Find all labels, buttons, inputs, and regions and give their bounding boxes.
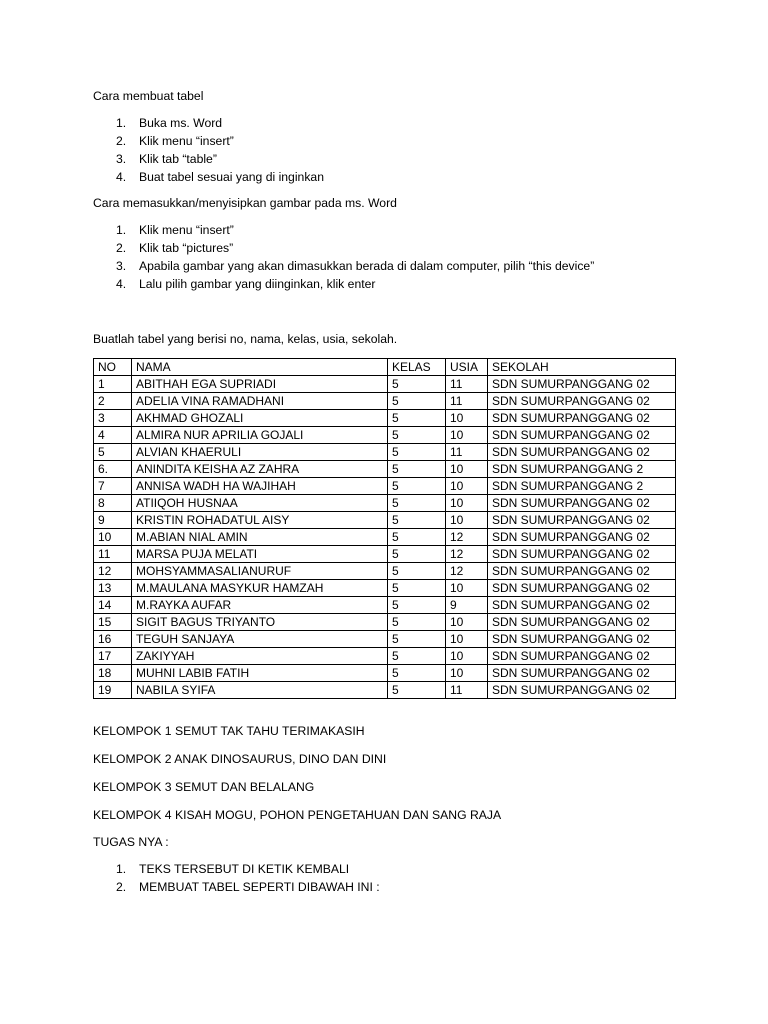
- cell-nama: M.ABIAN NIAL AMIN: [132, 529, 388, 546]
- cell-nama: NABILA SYIFA: [132, 682, 388, 699]
- table-row: [94, 614, 676, 631]
- cell-kelas: 5: [388, 410, 446, 427]
- cell-kelas: 5: [388, 529, 446, 546]
- table-row: [94, 461, 676, 478]
- cell-no: 4: [94, 427, 132, 444]
- table-row: [94, 597, 676, 614]
- cell-no: 3: [94, 410, 132, 427]
- group-4: KELOMPOK 4 KISAH MOGU, POHON PENGETAHUAN DAN SANG RAJA: [93, 808, 502, 822]
- cell-no: 19: [94, 682, 132, 699]
- cell-no: 14: [94, 597, 132, 614]
- cell-usia: 11: [446, 393, 488, 410]
- cell-sekolah: SDN SUMURPANGGANG 2: [488, 461, 676, 478]
- cell-usia: 11: [446, 444, 488, 461]
- cell-kelas: 5: [388, 597, 446, 614]
- cell-nama: TEGUH SANJAYA: [132, 631, 388, 648]
- column-header-sekolah: SEKOLAH: [488, 359, 676, 376]
- cell-kelas: 5: [388, 376, 446, 393]
- cell-usia: 12: [446, 546, 488, 563]
- cell-kelas: 5: [388, 648, 446, 665]
- cell-no: 10: [94, 529, 132, 546]
- document-page: Cara membuat tabel 1. Buka ms. Word 2. Klik menu “insert” 3. Klik tab “table” 4. Buat tabel sesuai yang di inginkan Cara memasukkan/menyisipkan gambar pada ms. Word 1. Klik menu “insert” 2. Klik tab “pictures” 3. Apabila gambar yang akan dimasukkan berada di dalam computer, pilih “this device” 4. Lalu pilih gambar yang diinginkan, klik enter Buatlah tabel yang berisi no, nama, kelas, usia, sekolah. NO NAMA KELAS USIA SEKOLAH 1 ABITHAH EGA SUPRIADI 5 11 SDN SUMURPANGGANG 02 2 ADELIA VINA RAMADHANI 5 11 SDN SUMURPANGGANG 02 3 AKHMAD GHOZALI 5 10 SDN SUMURPANGGANG 02 4 ALMIRA NUR APRILIA GOJALI 5 10 SDN SUMURPANGGANG 02 5 ALVIAN KHAERULI 5 11 SDN SUMURPANGGANG 02 6. ANINDITA KEISHA AZ ZAHRA 5 10 SDN SUMURPANGGANG 2 7 ANNISA WADH HA WAJIHAH 5 10 SDN SUMURPANGGANG 2 8 ATIIQOH HUSNAA 5 10 SDN SUMURPANGGANG 02 9 KRISTIN ROHADATUL AISY 5 10 SDN SUMURPANGGANG 02 10 M.ABIAN NIAL AMIN 5 12 SDN SUMURPANGGANG 02 11 MARSA PUJA MELATI 5 12 SDN SUMURPANGGANG 02 12 MOHSYAMMASALIANURUF 5 12 SDN SUMURPANGGANG 02 13 M.MAULANA MASYKUR HAMZAH 5 10 SDN SUMURPANGGANG 02 14 M.RAYKA AUFAR 5 9 SDN SUMURPANGGANG 02 15 SIGIT BAGUS TRIYANTO 5 10 SDN SUMURPANGGANG 02 16 TEGUH SANJAYA 5 10 SDN SUMURPANGGANG 02 17 ZAKIYYAH 5 10 SDN SUMURPANGGANG 02 18 MUHNI LABIB FATIH 5 10 SDN SUMURPANGGANG 02 19 NABILA SYIFA 5 11 SDN SUMURPANGGANG 02 KELOMPOK 1 SEMUT TAK TAHU TERIMAKASIH KELOMPOK 2 ANAK DINOSAURUS, DINO DAN DINI KELOMPOK 3 SEMUT DAN BELALANG KELOMPOK 4 KISAH MOGU, POHON PENGETAHUAN DAN SANG RAJA TUGAS NYA : 1. TEKS TERSEBUT DI KETIK KEMBALI 2. MEMBUAT TABEL SEPERTI DIBAWAH INI :: [0, 0, 768, 1024]
- cell-sekolah: SDN SUMURPANGGANG 02: [488, 529, 676, 546]
- table-row: [94, 393, 676, 410]
- cell-no: 16: [94, 631, 132, 648]
- cell-sekolah: SDN SUMURPANGGANG 02: [488, 393, 676, 410]
- cell-no: 11: [94, 546, 132, 563]
- cell-kelas: 5: [388, 580, 446, 597]
- table-row: [94, 682, 676, 699]
- table-row: [94, 631, 676, 648]
- column-header-nama: NAMA: [132, 359, 388, 376]
- cell-usia: 10: [446, 461, 488, 478]
- cell-kelas: 5: [388, 512, 446, 529]
- cell-usia: 11: [446, 376, 488, 393]
- table-row: [94, 529, 676, 546]
- table-row: [94, 563, 676, 580]
- table-row: [94, 444, 676, 461]
- cell-kelas: 5: [388, 614, 446, 631]
- cell-sekolah: SDN SUMURPANGGANG 02: [488, 512, 676, 529]
- group-1: KELOMPOK 1 SEMUT TAK TAHU TERIMAKASIH: [93, 724, 365, 738]
- cell-usia: 10: [446, 580, 488, 597]
- group-3: KELOMPOK 3 SEMUT DAN BELALANG: [93, 780, 315, 794]
- cell-kelas: 5: [388, 665, 446, 682]
- cell-usia: 10: [446, 665, 488, 682]
- cell-usia: 10: [446, 410, 488, 427]
- cell-nama: AKHMAD GHOZALI: [132, 410, 388, 427]
- cell-sekolah: SDN SUMURPANGGANG 02: [488, 682, 676, 699]
- table-row: [94, 478, 676, 495]
- cell-usia: 10: [446, 512, 488, 529]
- cell-usia: 10: [446, 427, 488, 444]
- cell-no: 15: [94, 614, 132, 631]
- cell-usia: 10: [446, 495, 488, 512]
- cell-nama: ALVIAN KHAERULI: [132, 444, 388, 461]
- cell-no: 9: [94, 512, 132, 529]
- cell-usia: 10: [446, 631, 488, 648]
- column-header-usia: USIA: [446, 359, 488, 376]
- cell-kelas: 5: [388, 444, 446, 461]
- cell-nama: ATIIQOH HUSNAA: [132, 495, 388, 512]
- cell-kelas: 5: [388, 631, 446, 648]
- table-row: [94, 546, 676, 563]
- table-row: [94, 648, 676, 665]
- cell-no: 13: [94, 580, 132, 597]
- cell-nama: M.RAYKA AUFAR: [132, 597, 388, 614]
- group-2: KELOMPOK 2 ANAK DINOSAURUS, DINO DAN DINI: [93, 752, 387, 766]
- table-row: [94, 410, 676, 427]
- cell-no: 18: [94, 665, 132, 682]
- column-header-no: NO: [94, 359, 132, 376]
- cell-sekolah: SDN SUMURPANGGANG 02: [488, 495, 676, 512]
- cell-usia: 12: [446, 529, 488, 546]
- cell-usia: 10: [446, 614, 488, 631]
- cell-kelas: 5: [388, 427, 446, 444]
- cell-sekolah: SDN SUMURPANGGANG 02: [488, 376, 676, 393]
- student-table: [93, 358, 676, 699]
- cell-kelas: 5: [388, 478, 446, 495]
- cell-kelas: 5: [388, 563, 446, 580]
- table-intro: Buatlah tabel yang berisi no, nama, kelas, usia, sekolah.: [93, 332, 398, 346]
- cell-no: 7: [94, 478, 132, 495]
- cell-nama: ZAKIYYAH: [132, 648, 388, 665]
- cell-no: 1: [94, 376, 132, 393]
- cell-kelas: 5: [388, 546, 446, 563]
- cell-nama: ANINDITA KEISHA AZ ZAHRA: [132, 461, 388, 478]
- cell-usia: 10: [446, 478, 488, 495]
- table-row: [94, 376, 676, 393]
- cell-sekolah: SDN SUMURPANGGANG 02: [488, 444, 676, 461]
- table-row: [94, 512, 676, 529]
- cell-sekolah: SDN SUMURPANGGANG 2: [488, 478, 676, 495]
- cell-no: 5: [94, 444, 132, 461]
- cell-no: 6.: [94, 461, 132, 478]
- cell-no: 12: [94, 563, 132, 580]
- cell-sekolah: SDN SUMURPANGGANG 02: [488, 597, 676, 614]
- cell-sekolah: SDN SUMURPANGGANG 02: [488, 648, 676, 665]
- cell-nama: ABITHAH EGA SUPRIADI: [132, 376, 388, 393]
- cell-sekolah: SDN SUMURPANGGANG 02: [488, 631, 676, 648]
- cell-usia: 10: [446, 648, 488, 665]
- cell-nama: MOHSYAMMASALIANURUF: [132, 563, 388, 580]
- cell-kelas: 5: [388, 393, 446, 410]
- section1-heading: Cara membuat tabel: [93, 89, 204, 103]
- section2-heading: Cara memasukkan/menyisipkan gambar pada ms. Word: [93, 196, 397, 210]
- table-header-row: [94, 359, 676, 376]
- cell-kelas: 5: [388, 461, 446, 478]
- cell-usia: 11: [446, 682, 488, 699]
- cell-nama: SIGIT BAGUS TRIYANTO: [132, 614, 388, 631]
- cell-nama: MUHNI LABIB FATIH: [132, 665, 388, 682]
- cell-sekolah: SDN SUMURPANGGANG 02: [488, 427, 676, 444]
- table-body: [94, 376, 676, 699]
- cell-sekolah: SDN SUMURPANGGANG 02: [488, 410, 676, 427]
- table-row: [94, 495, 676, 512]
- cell-nama: ADELIA VINA RAMADHANI: [132, 393, 388, 410]
- cell-sekolah: SDN SUMURPANGGANG 02: [488, 546, 676, 563]
- cell-sekolah: SDN SUMURPANGGANG 02: [488, 665, 676, 682]
- cell-nama: KRISTIN ROHADATUL AISY: [132, 512, 388, 529]
- cell-nama: ANNISA WADH HA WAJIHAH: [132, 478, 388, 495]
- cell-sekolah: SDN SUMURPANGGANG 02: [488, 563, 676, 580]
- cell-usia: 12: [446, 563, 488, 580]
- cell-usia: 9: [446, 597, 488, 614]
- cell-no: 17: [94, 648, 132, 665]
- column-header-kelas: KELAS: [388, 359, 446, 376]
- cell-nama: MARSA PUJA MELATI: [132, 546, 388, 563]
- cell-nama: M.MAULANA MASYKUR HAMZAH: [132, 580, 388, 597]
- cell-sekolah: SDN SUMURPANGGANG 02: [488, 580, 676, 597]
- table-row: [94, 427, 676, 444]
- tasks-heading: TUGAS NYA :: [93, 835, 169, 849]
- cell-kelas: 5: [388, 682, 446, 699]
- cell-no: 2: [94, 393, 132, 410]
- cell-sekolah: SDN SUMURPANGGANG 02: [488, 614, 676, 631]
- table-row: [94, 580, 676, 597]
- cell-no: 8: [94, 495, 132, 512]
- table-row: [94, 665, 676, 682]
- cell-kelas: 5: [388, 495, 446, 512]
- cell-nama: ALMIRA NUR APRILIA GOJALI: [132, 427, 388, 444]
